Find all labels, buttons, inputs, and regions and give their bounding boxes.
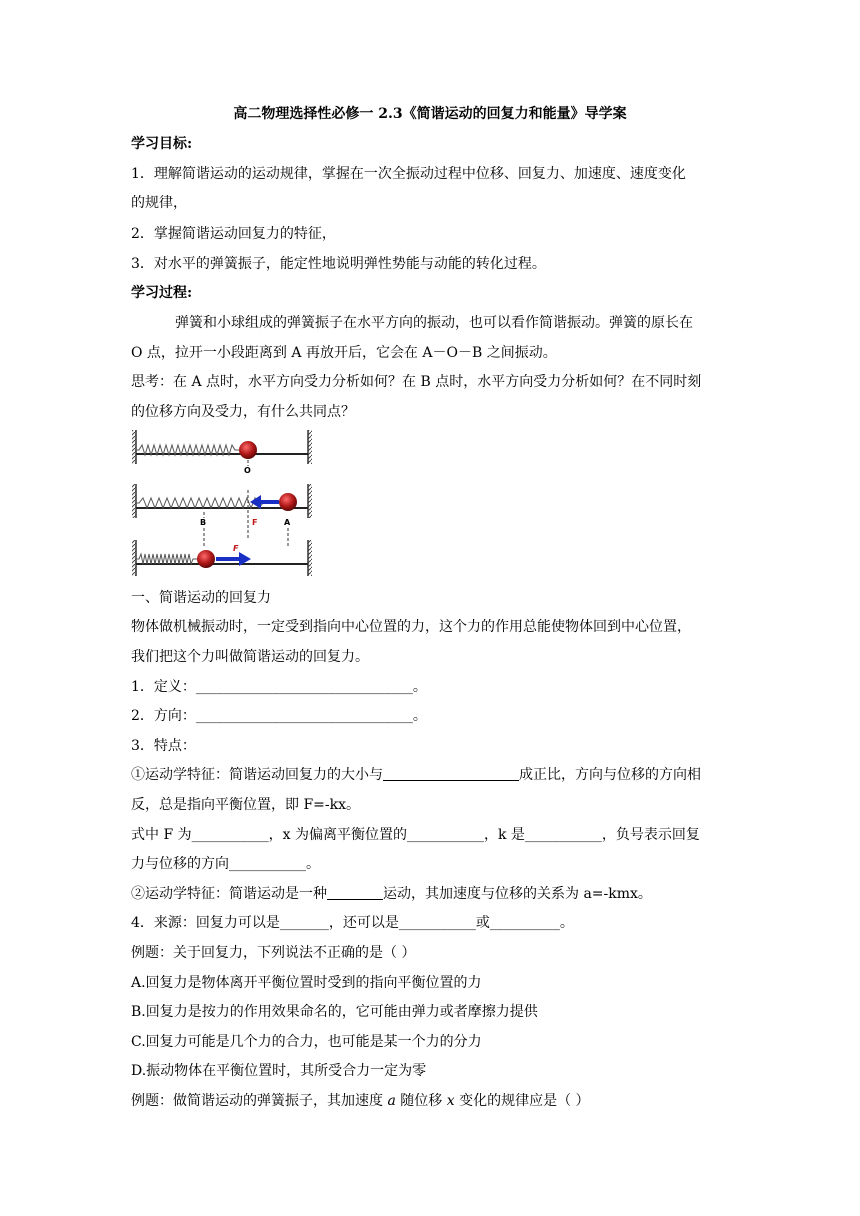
example1-option-a[interactable]: A.回复力是物体离开平衡位置时受到的指向平衡位置的力 [131,975,482,991]
features-label: 3．特点： [131,738,196,754]
definition-row [131,677,427,697]
section1-intro: 物体做机械振动时，一定受到指向中心位置的力，这个力的作用总能使物体回到中心位置， [131,619,691,635]
goal-item-1: 1．理解简谐运动的运动规律，掌握在一次全振动过程中位移、回复力、加速度、速度变化 [131,166,686,182]
answer-blank[interactable]: ___________ [229,856,306,872]
text: ，还可以是 [328,915,399,931]
example1-question: 例题：关于回复力，下列说法不正确的是（ ） [131,945,416,961]
text: ，负号表示回复 [601,827,700,843]
goals-heading: 学习目标: [131,136,193,152]
process-heading: 学习过程: [131,285,193,301]
label-o: O [244,466,251,475]
kinematic-feature-1-cont: 反，总是指向平衡位置，即 F=-kx。 [131,797,361,813]
answer-blank[interactable] [327,885,383,900]
punct: 。 [412,679,427,695]
label-a: A [284,518,291,527]
spring [136,554,197,564]
text: 。 [306,856,320,872]
kinematic-feature-2 [131,884,652,904]
example1-option-c[interactable]: C.回复力可能是几个力的合力，也可能是某一个力的分力 [131,1034,482,1050]
direction-label: 2．方向： [131,708,196,724]
goal-item-1-cont: 的规律， [131,195,187,211]
text: ，k 是 [483,827,525,843]
label-force-mid: F [252,518,258,527]
source-row [131,913,574,933]
kinematic-feature-1 [131,765,701,785]
example1-option-b[interactable]: B.回复力是按力的作用效果命名的，它可能由弹力或者摩擦力提供 [131,1004,538,1020]
text: 或 [475,915,490,931]
section1-heading: 一、简谐运动的回复力 [131,590,271,606]
text: 力与位移的方向 [131,856,229,872]
answer-blank[interactable]: ___________ [191,827,269,843]
text: ②运动学特征：简谐运动是一种 [131,886,327,902]
think-question-cont: 的位移方向及受力，有什么共同点？ [131,404,355,420]
definition-label: 1．定义： [131,679,196,695]
ball [239,441,257,459]
text: 。 [559,915,574,931]
ball [197,550,215,568]
variable-x: x [446,1093,455,1109]
formula-explanation-cont [131,854,320,874]
answer-blank[interactable]: ___________ [398,915,476,931]
answer-blank[interactable]: ___________ [406,827,484,843]
example1-option-d[interactable]: D.振动物体在平衡位置时，其所受合力一定为零 [131,1063,427,1079]
text: 随位移 [395,1093,447,1109]
answer-blank[interactable]: __________ [489,915,560,931]
direction-blank[interactable]: _______________________________ [195,708,413,724]
oscillator-row-stretched [132,484,312,548]
text: 运动，其加速度与位移的关系为 a=-kmx。 [383,886,652,902]
goal-item-2: 2．掌握简谐运动回复力的特征， [131,226,336,242]
direction-row [131,706,427,726]
spring [136,445,239,455]
process-paragraph-cont: O 点，拉开一小段距离到 A 再放开后，它会在 A－O－B 之间振动。 [131,345,557,361]
process-paragraph: 弹簧和小球组成的弹簧振子在水平方向的振动，也可以看作简谐振动。弹簧的原长在 [175,315,693,331]
answer-blank[interactable]: ___________ [524,827,602,843]
document-title: 高二物理选择性必修一 2.3《简谐运动的回复力和能量》导学案 [233,106,627,122]
definition-blank[interactable]: _______________________________ [195,679,413,695]
text: 变化的规律应是（ ） [454,1093,590,1109]
label-b: B [200,518,207,527]
text: 式中 F 为 [131,827,192,843]
think-question: 思考：在 A 点时，水平方向受力分析如何？在 B 点时，水平方向受力分析如何？在不同时刻 [131,374,702,390]
text: 例题：做简谐运动的弹簧振子，其加速度 [131,1093,388,1109]
text: ，x 为偏离平衡位置的 [268,827,407,843]
spring-oscillator-figure [131,428,321,580]
text: 成正比，方向与位移的方向相 [519,767,701,783]
text: ①运动学特征：简谐运动回复力的大小与 [131,767,383,783]
label-force-bottom: F [233,544,239,553]
section1-intro-cont: 我们把这个力叫做简谐运动的回复力。 [131,649,369,665]
formula-explanation [131,825,700,845]
answer-blank[interactable]: _______ [279,915,329,931]
oscillator-row-equilibrium [132,430,312,475]
text: 4．来源：回复力可以是 [131,915,280,931]
ball [279,493,297,511]
punct: 。 [412,708,427,724]
variable-a: a [387,1093,396,1109]
answer-blank[interactable] [383,766,519,781]
example2-question [131,1091,590,1111]
spring [136,498,271,508]
goal-item-3: 3．对水平的弹簧振子，能定性地说明弹性势能与动能的转化过程。 [131,256,546,272]
oscillator-row-compressed [132,540,312,576]
